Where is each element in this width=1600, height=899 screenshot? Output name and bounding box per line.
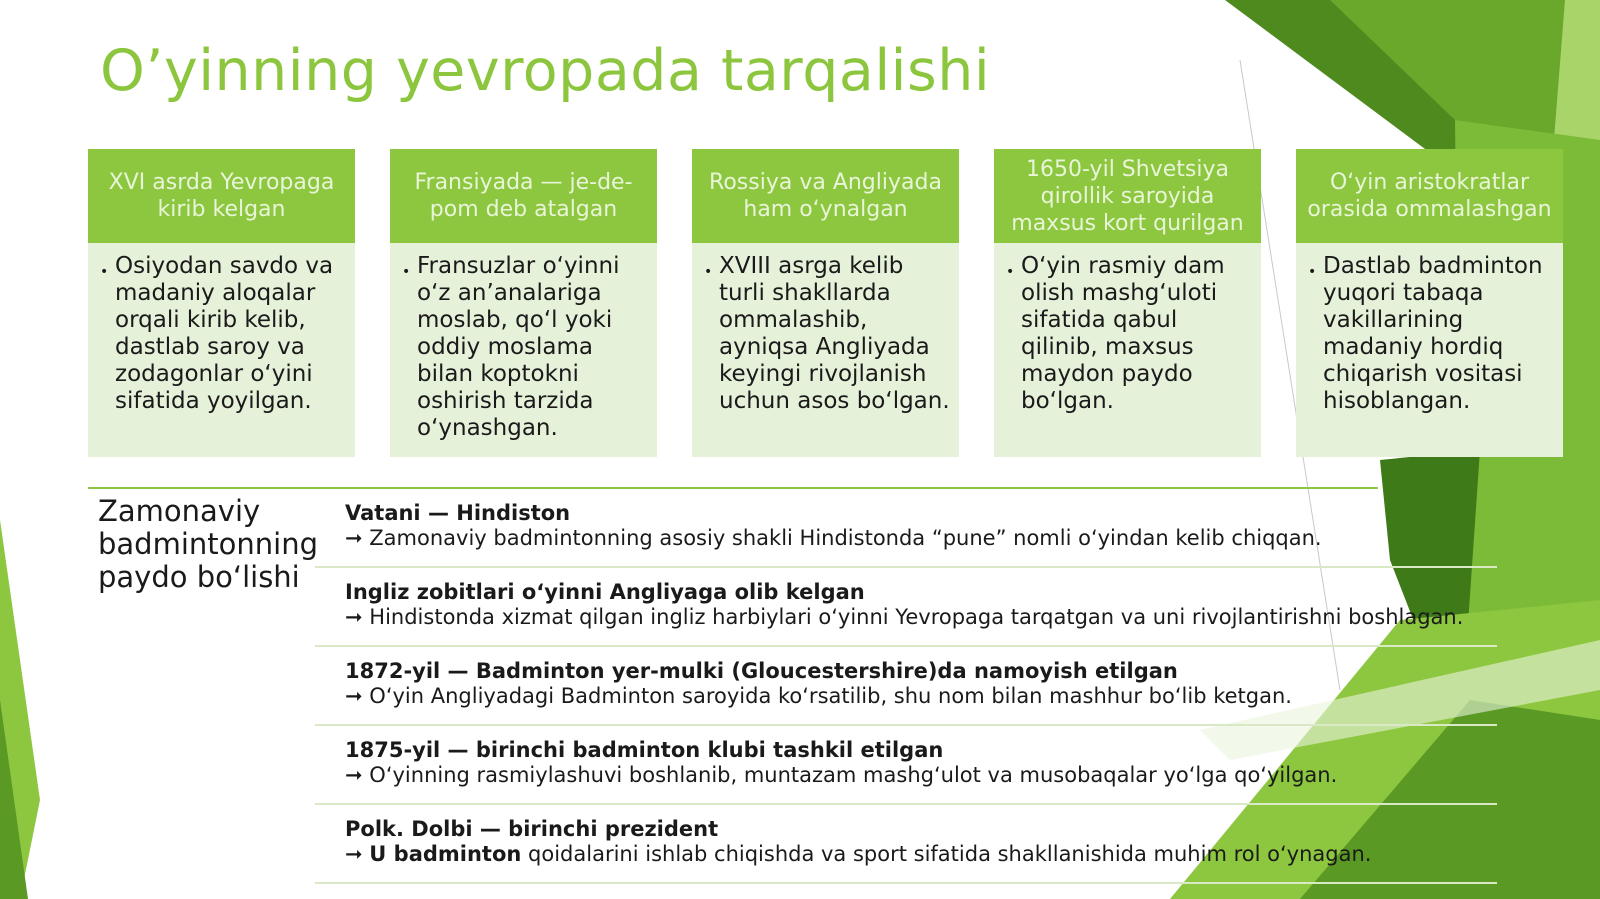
card-heading: Rossiya va Angliyada ham o‘ynalgan — [692, 149, 959, 243]
timeline-desc — [345, 526, 1505, 551]
card-heading: XVI asrda Yevropaga kirib kelgan — [88, 149, 355, 243]
arrow-icon: ➞ — [345, 842, 363, 866]
timeline-heading: Vatani — Hindiston — [345, 501, 571, 525]
bullet-icon: • — [1006, 264, 1015, 280]
card-1 — [88, 149, 355, 457]
arrow-icon: ➞ — [345, 763, 363, 787]
card-heading: O‘yin aristokratlar orasida ommalashgan — [1296, 149, 1563, 243]
timeline-desc — [345, 763, 1505, 788]
timeline-separator — [315, 645, 1497, 647]
card-body — [88, 243, 355, 457]
card-heading: Fransiyada — je-de-pom deb atalgan — [390, 149, 657, 243]
timeline-desc — [345, 842, 1505, 867]
section-divider — [88, 487, 1378, 489]
timeline-separator — [315, 803, 1497, 805]
bullet-icon: • — [704, 264, 713, 280]
card-body — [994, 243, 1261, 457]
timeline-desc-bold: U badminton — [369, 842, 522, 866]
arrow-icon: ➞ — [345, 526, 363, 550]
timeline-item — [345, 580, 1505, 630]
card-body — [390, 243, 657, 457]
card-body — [1296, 243, 1563, 457]
slide-title: O’yinning yevropada tarqalishi — [100, 38, 991, 104]
timeline-desc-text: qoidalarini ishlab chiqishda va sport sifatida shakllanishida muhim rol o‘ynagan. — [528, 842, 1372, 866]
bullet-icon: • — [1308, 264, 1317, 280]
timeline-heading: 1875-yil — birinchi badminton klubi tashkil etilgan — [345, 738, 944, 762]
arrow-icon: ➞ — [345, 684, 363, 708]
timeline-desc-text: Hindistonda xizmat qilgan ingliz harbiylari o‘yinni Yevropaga tarqatgan va uni rivojlantirishni boshlagan. — [369, 605, 1464, 629]
timeline-separator — [315, 882, 1497, 884]
timeline-desc — [345, 684, 1505, 709]
timeline-separator — [315, 724, 1497, 726]
timeline-heading: 1872-yil — Badminton yer-mulki (Gloucestershire)da namoyish etilgan — [345, 659, 1178, 683]
timeline-desc — [345, 605, 1505, 630]
card-text: Osiyodan savdo va madaniy aloqalar orqali kirib kelib, dastlab saroy va zodagonlar o‘yini sifatida yoyilgan. — [115, 253, 334, 414]
timeline-item — [345, 738, 1505, 788]
timeline-desc-text: O‘yinning rasmiylashuvi boshlanib, muntazam mashg‘ulot va musobaqalar yo‘lga qo‘yilgan. — [369, 763, 1338, 787]
card-text: Fransuzlar o‘yinni o‘z an’analariga moslab, qo‘l yoki oddiy moslama bilan koptokni oshirish tarzida o‘ynashgan. — [417, 253, 620, 441]
card-3 — [692, 149, 959, 457]
timeline-desc-text: Zamonaviy badmintonning asosiy shakli Hindistonda “pune” nomli o‘yindan kelib chiqqan. — [369, 526, 1322, 550]
timeline-heading: Ingliz zobitlari o‘yinni Angliyaga olib kelgan — [345, 580, 865, 604]
bullet-icon: • — [100, 264, 109, 280]
section-label: Zamonaviy badmintonning paydo bo‘lishi — [98, 494, 318, 594]
card-text: XVIII asrga kelib turli shakllarda ommalashib, ayniqsa Angliyada keyingi rivojlanish uchun asos bo‘lgan. — [719, 253, 950, 414]
card-heading: 1650-yil Shvetsiya qirollik saroyida maxsus kort qurilgan — [994, 149, 1261, 243]
bullet-icon: • — [402, 264, 411, 280]
timeline-heading: Polk. Dolbi — birinchi prezident — [345, 817, 719, 841]
card-text: Dastlab badminton yuqori tabaqa vakillarining madaniy hordiq chiqarish vositasi hisoblangan. — [1323, 253, 1543, 414]
card-5 — [1296, 149, 1563, 457]
timeline-separator — [315, 566, 1497, 568]
timeline-item — [345, 817, 1505, 867]
timeline-item — [345, 659, 1505, 709]
timeline-desc-text: O‘yin Angliyadagi Badminton saroyida ko‘rsatilib, shu nom bilan mashhur bo‘lib ketgan. — [369, 684, 1292, 708]
card-body — [692, 243, 959, 457]
card-2 — [390, 149, 657, 457]
card-text: O‘yin rasmiy dam olish mashg‘uloti sifatida qabul qilinib, maxsus maydon paydo bo‘lgan. — [1021, 253, 1225, 414]
arrow-icon: ➞ — [345, 605, 363, 629]
timeline-item — [345, 501, 1505, 551]
card-4 — [994, 149, 1261, 457]
